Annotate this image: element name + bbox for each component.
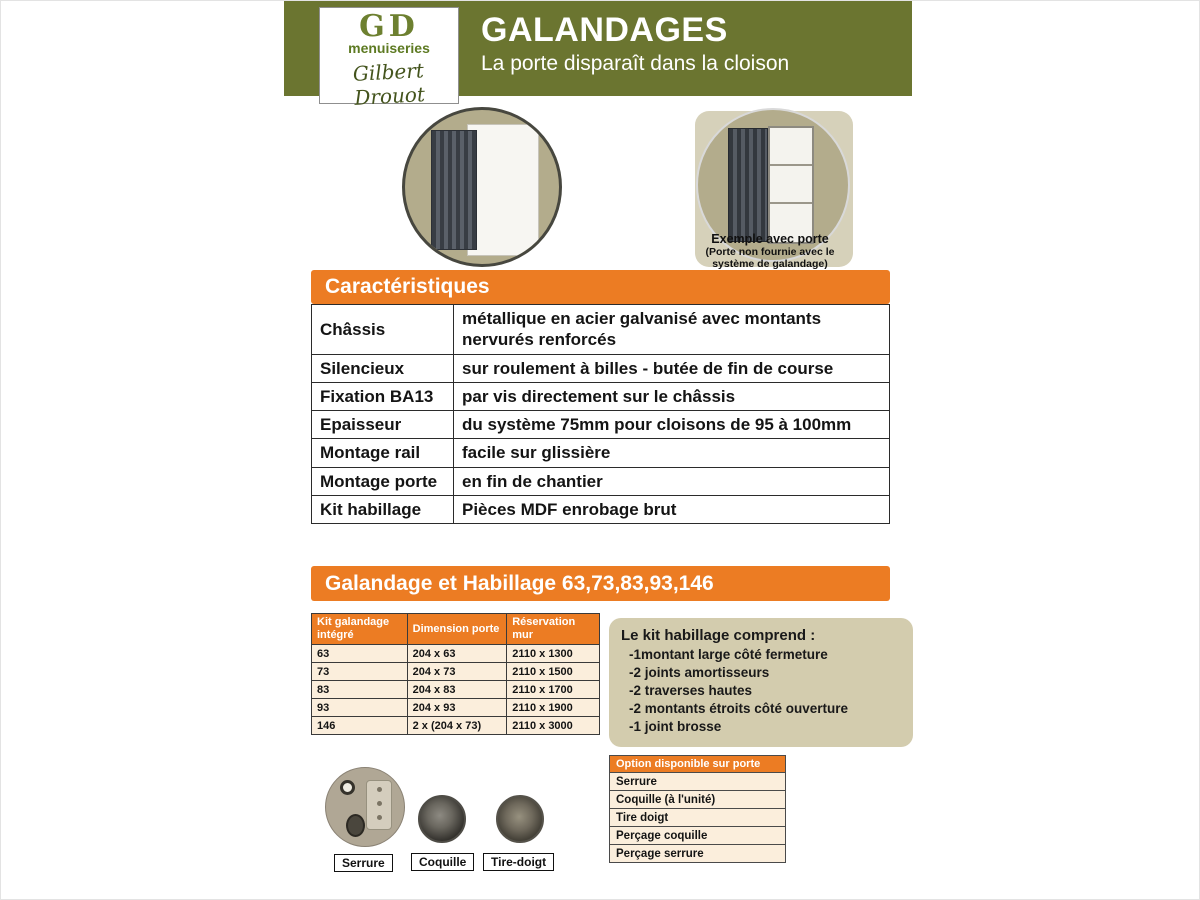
table-row [610,773,786,791]
table-row [312,439,890,467]
pocket-frame-illustration [467,124,539,256]
spec-value: facile sur glissière [454,439,890,467]
caracteristiques-table [311,304,890,524]
option-item: Tire doigt [610,809,786,827]
spec-value: Pièces MDF enrobage brut [454,495,890,523]
column-header: Dimension porte [407,614,507,645]
habillage-item: -1montant large côté fermeture [629,647,828,662]
door-dimension: 204 x 83 [407,681,507,699]
spec-label: Montage rail [312,439,454,467]
table-row [610,827,786,845]
kit-size: 83 [312,681,408,699]
table-row [312,495,890,523]
serrure-label: Serrure [334,854,393,872]
table-row [610,845,786,863]
table-row [312,354,890,382]
option-item: Coquille (à l'unité) [610,791,786,809]
photo-caption-line: (Porte non fournie avec le [705,246,835,258]
spec-label: Châssis [312,305,454,355]
table-row [312,717,600,735]
wall-reservation: 2110 x 1300 [507,645,600,663]
page-subtitle: La porte disparaît dans la cloison [481,52,790,76]
header-title-block [481,12,789,76]
logo-signature-text: Gilbert Drouot [352,58,426,110]
caracteristiques-section-header: Caractéristiques [311,270,890,304]
option-item: Perçage coquille [610,827,786,845]
wall-reservation: 2110 x 1700 [507,681,600,699]
door-panel-illustration [431,130,477,250]
company-logo [319,7,459,110]
door-dimension: 204 x 93 [407,699,507,717]
door-dimension: 2 x (204 x 73) [407,717,507,735]
habillage-title: Le kit habillage comprend : [621,627,816,644]
habillage-item: -1 joint brosse [629,718,722,734]
kit-size: 146 [312,717,408,735]
table-row [312,663,600,681]
habillage-item: -2 traverses hautes [629,682,753,698]
plate-hole [377,787,382,792]
spec-label: Kit habillage [312,495,454,523]
logo-monogram: GD [359,9,419,44]
shelf-line [770,202,812,204]
door-dimension: 204 x 73 [407,663,507,681]
door-dimension: 204 x 63 [407,645,507,663]
table-row [312,699,600,717]
serrure-photo [325,767,405,847]
logo-menuiseries-text: menuiseries [348,40,430,56]
table-row [312,467,890,495]
lock-pull-icon [346,814,365,837]
wall-reservation: 2110 x 3000 [507,717,600,735]
spec-value: métallique en acier galvanisé avec montants nervurés renforcés [454,305,890,355]
spec-value: par vis directement sur le châssis [454,382,890,410]
habillage-item: -2 montants étroits côté ouverture [629,700,849,716]
column-header: Réservation mur [507,614,600,645]
kit-size: 63 [312,645,408,663]
tire-doigt-photo [496,795,544,843]
kit-size: 73 [312,663,408,681]
coquille-label: Coquille [411,853,474,871]
tire-doigt-label: Tire-doigt [483,853,554,871]
spec-label: Epaisseur [312,411,454,439]
table-row [312,645,600,663]
photo-caption-title: Exemple avec porte [711,232,829,246]
table-row [312,382,890,410]
photo-caption-line: système de galandage) [712,258,828,271]
shelf-line [770,164,812,166]
pocket-frame-photo [402,107,562,267]
spec-value: du système 75mm pour cloisons de 95 à 100mm [454,411,890,439]
kit-size: 93 [312,699,408,717]
photo-caption [685,232,855,270]
table-row [312,305,890,355]
habillage-item: -2 joints amortisseurs [629,664,770,680]
wall-reservation: 2110 x 1500 [507,663,600,681]
options-table [609,755,786,863]
column-header: Kit galandage intégré [312,614,408,645]
table-row [610,791,786,809]
table-row [610,809,786,827]
table-row [312,681,600,699]
plate-hole [377,801,382,806]
kit-habillage-box [609,618,913,747]
spec-label: Silencieux [312,354,454,382]
table-header-row [312,614,600,645]
spec-value: en fin de chantier [454,467,890,495]
wall-reservation: 2110 x 1900 [507,699,600,717]
coquille-photo [418,795,466,843]
table-row [312,411,890,439]
table-header-row [610,756,786,773]
option-item: Perçage serrure [610,845,786,863]
option-item: Serrure [610,773,786,791]
galandage-section-header: Galandage et Habillage 63,73,83,93,146 [311,566,890,601]
open-frame-illustration [768,126,814,244]
spec-label: Fixation BA13 [312,382,454,410]
kit-galandage-table [311,613,600,735]
spec-value: sur roulement à billes - butée de fin de course [454,354,890,382]
door-panel-illustration [728,128,768,242]
options-header: Option disponible sur porte [610,756,786,773]
lock-cylinder-icon [340,780,355,795]
plate-hole [377,815,382,820]
page-title: GALANDAGES [481,11,728,49]
lock-plate-icon [366,780,392,830]
spec-label: Montage porte [312,467,454,495]
